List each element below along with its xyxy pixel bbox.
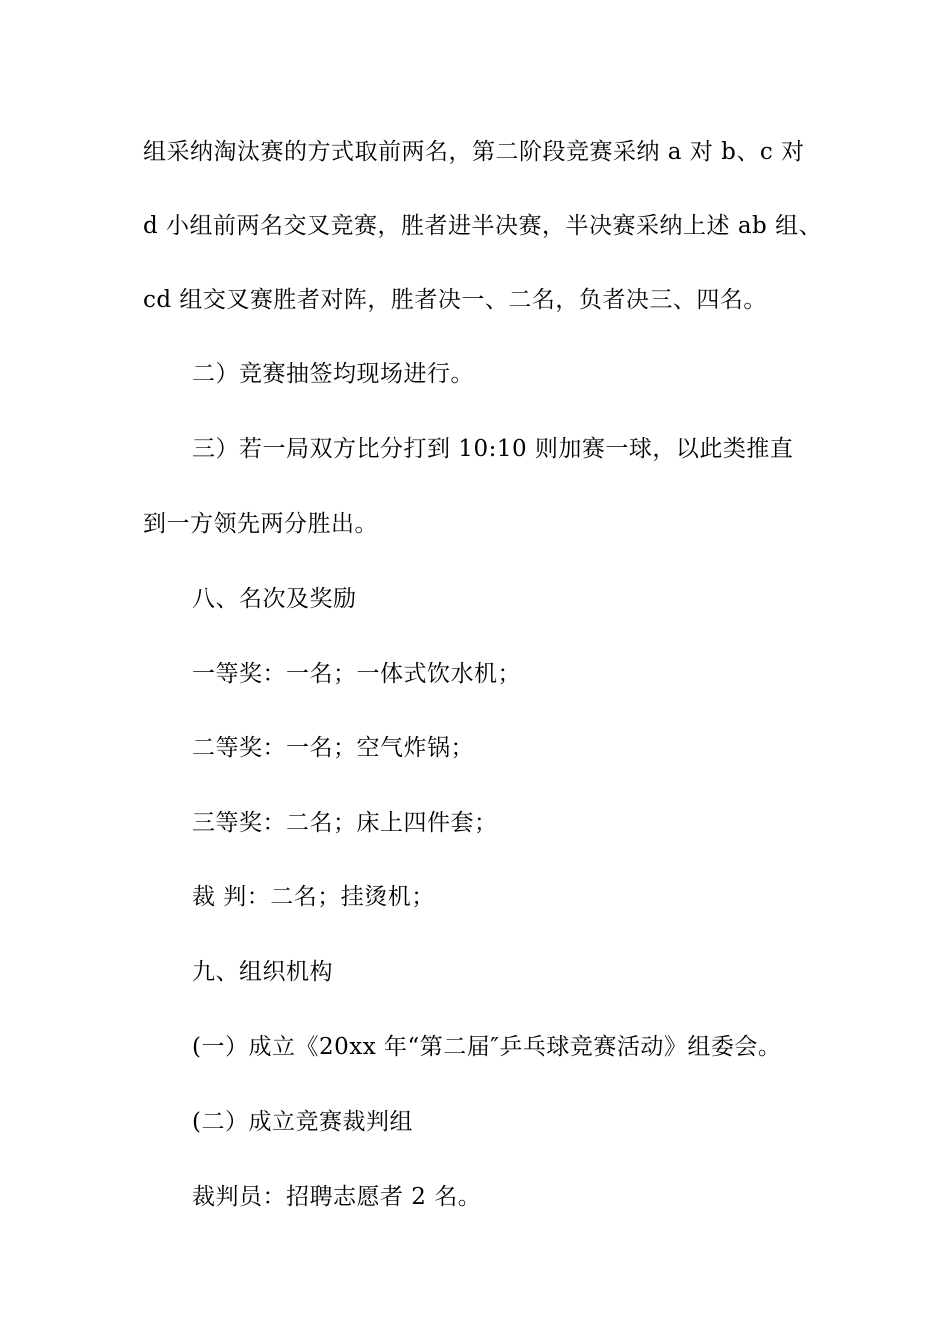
- award-referee: 裁 判：二名；挂烫机；: [192, 884, 435, 910]
- section-heading-awards: 八、名次及奖励: [192, 586, 357, 612]
- paragraph-line-2: d 小组前两名交叉竞赛，胜者进半决赛，半决赛采纳上述 ab 组、: [143, 213, 823, 239]
- award-second-prize: 二等奖：一名；空气炸锅；: [192, 735, 474, 761]
- paragraph-line-1: 组采纳淘汰赛的方式取前两名，第二阶段竞赛采纳 a 对 b、c 对: [143, 139, 805, 165]
- rule-tiebreak-line-2: 到一方领先两分胜出。: [143, 511, 378, 537]
- paragraph-line-3: cd 组交叉赛胜者对阵，胜者决一、二名，负者决三、四名。: [143, 287, 767, 313]
- award-first-prize: 一等奖：一名；一体式饮水机；: [192, 661, 521, 687]
- organization-committee: (一）成立《20xx 年“第二届″乒乓球竞赛活动》组委会。: [192, 1034, 782, 1060]
- rule-draw-location: 二）竞赛抽签均现场进行。: [192, 361, 474, 387]
- section-heading-organization: 九、组织机构: [192, 959, 333, 985]
- award-third-prize: 三等奖：二名；床上四件套；: [192, 810, 498, 836]
- organization-referee-group: (二）成立竞赛裁判组: [192, 1109, 413, 1135]
- organization-referee-members: 裁判员：招聘志愿者 2 名。: [192, 1184, 482, 1210]
- rule-tiebreak-line-1: 三）若一局双方比分打到 10:10 则加赛一球，以此类推直: [192, 436, 794, 462]
